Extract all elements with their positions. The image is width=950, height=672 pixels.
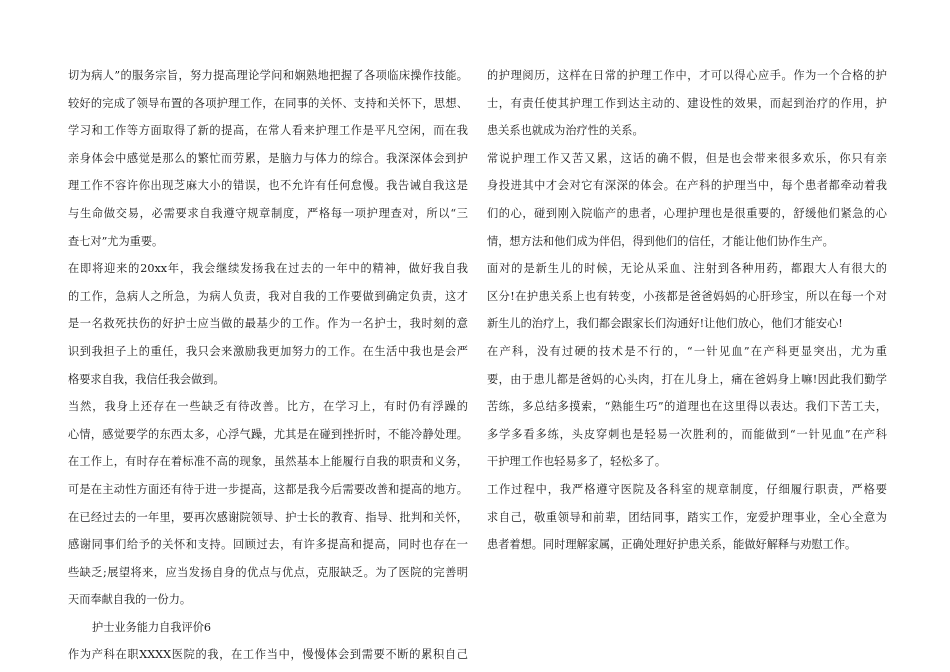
text-line: 感谢同事们给予的关怀和支持。回顾过去，有许多提高和提高，同时也存在一 — [68, 538, 468, 552]
text-line: 识到我担子上的重任，我只会来激励我更加努力的工作。在生活中我也是会严 — [68, 344, 468, 358]
text-line: 当然，我身上还存在一些缺乏有待改善。比方，在学习上，有时仍有浮躁的 — [68, 400, 468, 414]
text-line: 格要求自我，我信任我会做到。 — [68, 372, 225, 386]
text-line: 较好的完成了领导布置的各项护理工作，在同事的关怀、支持和关怀下，思想、 — [68, 96, 468, 110]
text-line: 区分!在护患关系上也有转变，小孩都是爸爸妈妈的心肝珍宝，所以在每一个对 — [487, 289, 887, 303]
text-line: 是一名救死扶伤的好护士应当做的最基少的工作。作为一名护士，我时刻的意 — [68, 317, 468, 331]
text-line: 在产科，没有过硬的技术是不行的，“一针见血”在产科更显突出，尤为重 — [487, 344, 887, 358]
text-line: 查七对”尤为重要。 — [68, 234, 164, 248]
text-line: 新生儿的治疗上，我们都会跟家长们沟通好!让他们放心，他们才能安心! — [487, 317, 843, 331]
text-line: 在即将迎来的20xx年，我会继续发扬我在过去的一年中的精神，做好我自我 — [68, 262, 468, 276]
text-line: 作为产科在职XXXX医院的我，在工作当中，慢慢体会到需要不断的累积自己 — [68, 648, 468, 662]
text-line: 理工作不容许你出现芝麻大小的错误，也不允许有任何怠慢。我告诫自我这是 — [68, 179, 468, 193]
text-line: 苦练，多总结多摸索，“熟能生巧”的道理也在这里得以表达。我们下苦工夫， — [487, 400, 887, 414]
text-line: 些缺乏;展望将来，应当发扬自身的优点与优点，克服缺乏。为了医院的完善明 — [68, 565, 468, 579]
text-line: 情，想方法和他们成为伴侣，得到他们的信任，才能让他们协作生产。 — [487, 234, 834, 248]
text-line: 身投进其中才会对它有深深的体会。在产科的护理当中，每个患者都牵动着我 — [487, 179, 887, 193]
text-line: 可是在主动性方面还有待于进一步提高，这都是我今后需要改善和提高的地方。 — [68, 482, 468, 496]
text-line: 士，有责任使其护理工作到达主动的、建设性的效果，而起到治疗的作用，护 — [487, 96, 887, 110]
text-line: 与生命做交易，必需要求自我遵守规章制度，严格每一项护理查对，所以“三 — [68, 206, 468, 220]
text-line: 们的心，碰到刚入院临产的患者，心理护理也是很重要的，舒缓他们紧急的心 — [487, 206, 887, 220]
text-line: 在工作上，有时存在着标准不高的现象，虽然基本上能履行自我的职责和义务， — [68, 455, 468, 469]
text-line: 的护理阅历，这样在日常的护理工作中，才可以得心应手。作为一个合格的护 — [487, 69, 887, 82]
text-line: 天而奉献自我的一份力。 — [68, 593, 192, 607]
text-line: 患关系也就成为治疗性的关系。 — [487, 124, 644, 138]
text-line: 心情，感觉要学的东西太多，心浮气躁，尤其是在碰到挫折时，不能冷静处理。 — [68, 427, 468, 441]
text-line: 患者着想。同时理解家属，正确处理好护患关系，能做好解释与劝慰工作。 — [487, 538, 857, 552]
text-line: 求自己，敬重领导和前辈，团结同事，踏实工作，宠爱护理事业，全心全意为 — [487, 510, 887, 524]
text-line: 在已经过去的一年里，要再次感谢院领导、护士长的教育、指导、批判和关怀， — [68, 510, 468, 524]
text-line: 干护理工作也轻易多了，轻松多了。 — [487, 455, 667, 469]
text-line: 工作过程中，我严格遵守医院及各科室的规章制度，仔细履行职责，严格要 — [487, 482, 887, 496]
text-line: 常说护理工作又苦又累，这话的确不假，但是也会带来很多欢乐，你只有亲 — [487, 151, 887, 165]
right-column — [487, 62, 887, 559]
text-line: 亲身体会中感觉是那么的繁忙而劳累，是脑力与体力的综合。我深深体会到护 — [68, 151, 468, 165]
text-line: 要，由于患儿都是爸妈的心头肉，打在儿身上，痛在爸妈身上嘛!因此我们勤学 — [487, 372, 887, 386]
text-line: 面对的是新生儿的时候，无论从采血、注射到各种用药，都跟大人有很大的 — [487, 262, 887, 276]
text-line: 的工作，急病人之所急，为病人负责，我对自我的工作要做到确定负责，这才 — [68, 289, 468, 303]
text-line: 学习和工作等方面取得了新的提高，在常人看来护理工作是平凡空闲，而在我 — [68, 124, 468, 138]
left-column — [68, 62, 468, 669]
text-line: 多学多看多练，头皮穿刺也是轻易一次胜利的，而能做到“一针见血”在产科 — [487, 427, 887, 441]
text-line: 切为病人”的服务宗旨，努力提高理论学问和娴熟地把握了各项临床操作技能。 — [68, 69, 468, 82]
section-heading: 护士业务能力自我评价6 — [92, 620, 211, 634]
